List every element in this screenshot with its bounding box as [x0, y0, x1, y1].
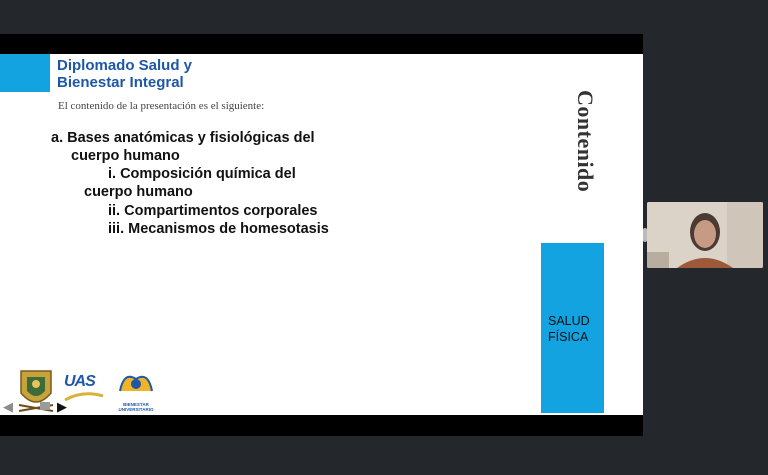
title-accent-bar: [0, 54, 50, 92]
arrow-right-icon[interactable]: ▶: [57, 399, 67, 414]
slide-menu-icon[interactable]: [40, 402, 50, 410]
participant-video[interactable]: [647, 202, 763, 268]
uas-logo: UAS: [63, 372, 105, 406]
intro-text: El contenido de la presentación es el siguiente:: [58, 100, 265, 112]
course-title: Diplomado Salud y Bienestar Integral: [57, 57, 193, 91]
outline-item-iii: iii. Mecanismos de homesotasis: [108, 221, 329, 237]
arrow-left-icon[interactable]: ◀: [3, 399, 13, 414]
outline-item-a-cont: cuerpo humano: [71, 148, 180, 164]
bienestar-logo: BIENESTAR UNIVERSITARIO: [114, 369, 158, 411]
vertical-heading: Contenido: [573, 90, 598, 193]
outline-item-ii: ii. Compartimentos corporales: [108, 203, 318, 219]
outline-item-a: a. Bases anatómicas y fisiológicas del: [51, 130, 315, 146]
outline-item-i-cont: cuerpo humano: [84, 184, 193, 200]
outline-item-i: i. Composición química del: [108, 166, 296, 182]
section-label: SALUD FÍSICA: [548, 314, 590, 344]
